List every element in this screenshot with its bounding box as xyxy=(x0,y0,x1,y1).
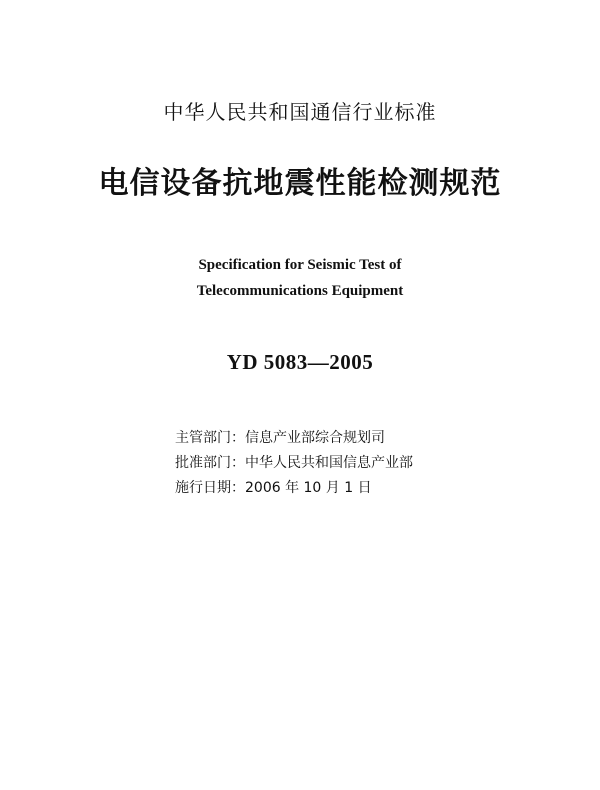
publication-info xyxy=(175,426,413,501)
competent-department: 主管部门：信息产业部综合规划司 xyxy=(175,430,385,446)
effective-date: 施行日期：2006 年 10 月 1 日 xyxy=(175,480,372,496)
english-title-line-2: Telecommunications Equipment xyxy=(196,283,404,299)
english-title-line-1: Specification for Seismic Test of xyxy=(198,257,402,273)
document-title-chinese: 电信设备抗地震性能检测规范 xyxy=(98,166,502,201)
standard-number: YD 5083—2005 xyxy=(226,350,374,374)
standard-category-heading: 中华人民共和国通信行业标准 xyxy=(163,100,437,124)
approval-department: 批准部门：中华人民共和国信息产业部 xyxy=(175,455,413,471)
document-title-english xyxy=(0,252,600,304)
